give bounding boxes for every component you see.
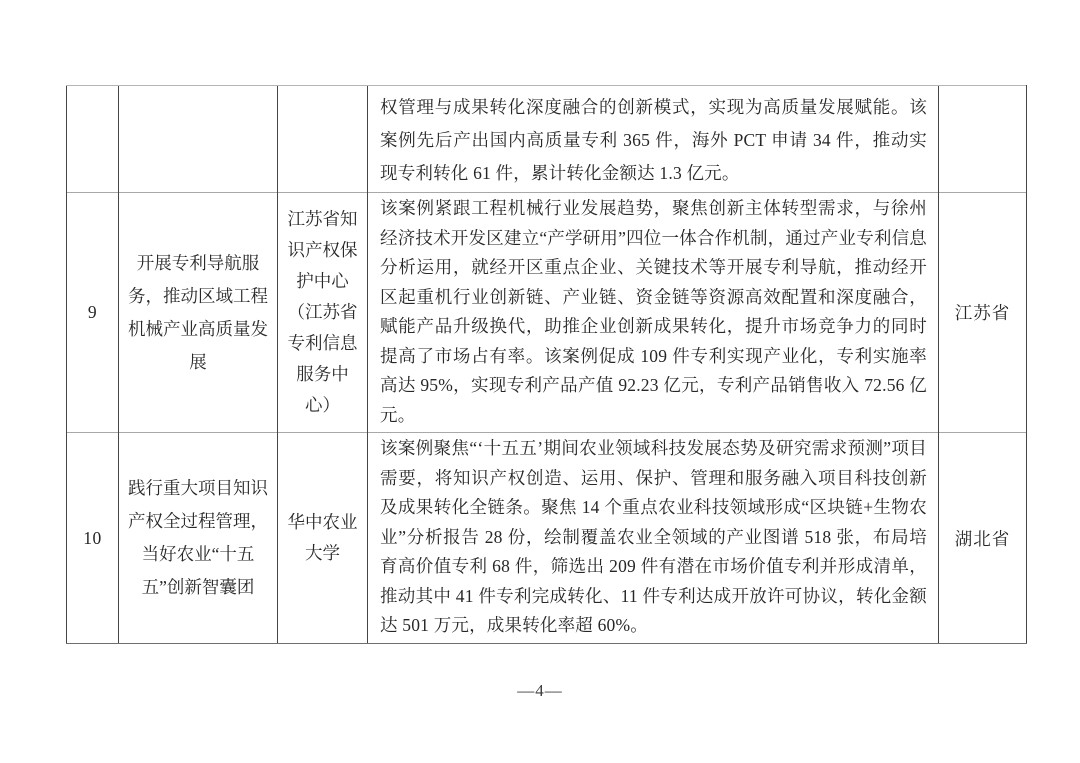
case-description-cell: 该案例紧跟工程机械行业发展趋势，聚焦创新主体转型需求，与徐州经济技术开发区建立“产学研用”四位一体合作机制，通过产业专利信息分析运用，就经开区重点企业、关键技术等开展专利导航，推动经开区起重机行业创新链、产业链、资金链等资源高效配置和深度融合，赋能产品升级换代，助推企业创新成果转化，提升市场竞争力的同时提高了市场占有率。该案例促成 109 件专利实现产业化，专利实施率高达 95%，实现专利产品产值 92.23 亿元，专利产品销售收入 72.56 亿元。 bbox=[368, 193, 939, 433]
case-province-cell: 江苏省 bbox=[939, 193, 1027, 433]
case-number-cell: 10 bbox=[67, 433, 119, 644]
case-organization-cell bbox=[278, 86, 368, 193]
case-number-cell bbox=[67, 86, 119, 193]
case-description-cell: 权管理与成果转化深度融合的创新模式，实现为高质量发展赋能。该案例先后产出国内高质量专利 365 件，海外 PCT 申请 34 件，推动实现专利转化 61 件，累计转化金额达 1.3 亿元。 bbox=[368, 86, 939, 193]
case-title-cell bbox=[119, 86, 278, 193]
case-description-cell: 该案例聚焦“‘十五五’期间农业领域科技发展态势及研究需求预测”项目需要，将知识产权创造、运用、保护、管理和服务融入项目科技创新及成果转化全链条。聚焦 14 个重点农业科技领域形成“区块链+生物农业”分析报告 28 份，绘制覆盖农业全领域的产业图谱 518 张，布局培育高价值专利 68 件，筛选出 209 件有潜在市场价值专利并形成清单，推动其中 41 件专利完成转化、11 件专利达成开放许可协议，转化金额达 501 万元，成果转化率超 60%。 bbox=[368, 433, 939, 644]
page-number: —4— bbox=[517, 681, 563, 700]
case-title-cell: 开展专利导航服务，推动区域工程机械产业高质量发展 bbox=[119, 193, 278, 433]
case-organization-cell: 江苏省知识产权保护中心（江苏省专利信息服务中心） bbox=[278, 193, 368, 433]
table-row-continuation bbox=[67, 86, 1027, 193]
case-province-cell: 湖北省 bbox=[939, 433, 1027, 644]
cases-table bbox=[66, 85, 1027, 644]
case-organization-cell: 华中农业大学 bbox=[278, 433, 368, 644]
case-title-cell: 践行重大项目知识产权全过程管理，当好农业“十五五”创新智囊团 bbox=[119, 433, 278, 644]
table-row-case-10 bbox=[67, 433, 1027, 644]
table-row-case-9 bbox=[67, 193, 1027, 433]
case-number-cell: 9 bbox=[67, 193, 119, 433]
case-province-cell bbox=[939, 86, 1027, 193]
